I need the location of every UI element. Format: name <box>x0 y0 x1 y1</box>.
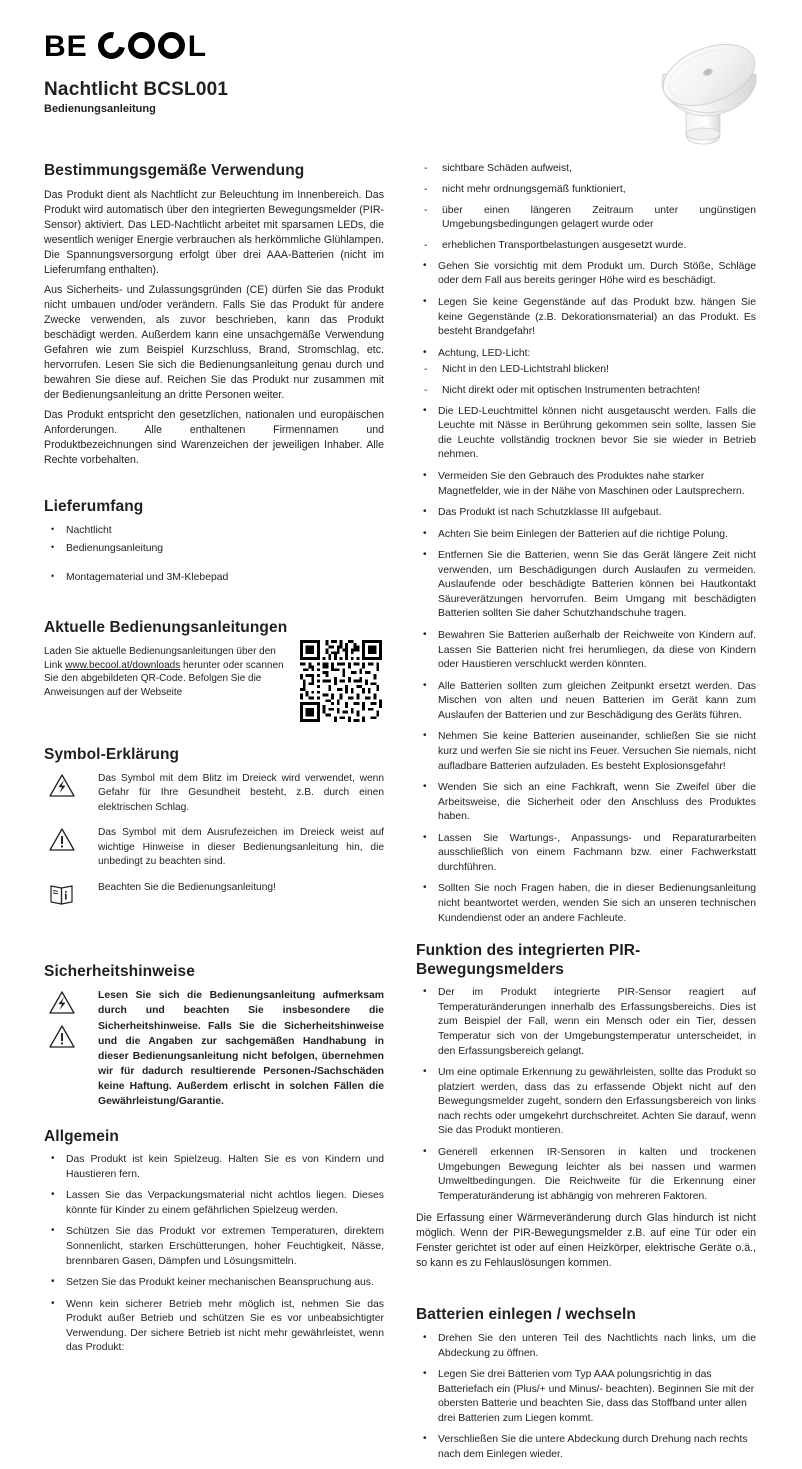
symbol-text-exclamation: Das Symbol mit dem Ausrufezeichen im Dreieck weist auf wichtige Hinweise in dieser Bedienungsanleitung hin, die unbedingt zu beachten sind. <box>98 827 384 868</box>
product-photo <box>646 30 776 155</box>
list-item: • Bedienungsanleitung <box>44 542 384 557</box>
led-warning-sublist <box>416 363 756 399</box>
section-heading-intended-use: Bestimmungsgemäße Verwendung <box>44 162 305 179</box>
section-heading-battery: Batterien einlegen / wechseln <box>416 1306 636 1324</box>
section-heading-current-manuals: Aktuelle Bedienungsanleitungen <box>44 619 288 637</box>
logo-be: BE <box>44 30 88 63</box>
logo-letter-l: L <box>187 30 208 63</box>
general-safety-list-continued <box>416 260 756 361</box>
list-item: • Das Produkt ist nach Schutzklasse III aufgebaut. <box>416 506 756 521</box>
list-item: - nicht mehr ordnungsgemäß funktioniert, <box>416 183 756 198</box>
page-header <box>44 32 766 162</box>
list-item: - Nicht in den LED-Lichtstrahl blicken! <box>416 363 756 378</box>
page-subtitle: Bedienungsanleitung <box>44 103 156 115</box>
list-item: • Gehen Sie vorsichtig mit dem Produkt um. Durch Stöße, Schläge oder dem Fall aus bereits geringer Höhe wird es beschädigt. <box>416 260 756 289</box>
intended-use-paragraph-1: Das Produkt dient als Nachtlicht zur Beleuchtung im Innenbereich. Das Produkt wird automatisch über den integrierten Bewegungsmelder (PIR-Sensor) aktiviert. Das LED-Nachtlicht arbeitet mit sparsamen LEDs, die wesentlich weniger Energie verbrauchen als herkömmliche Glühlampen. Die Spannungsversorgung erfolgt über drei AAA-Batterien (nicht im Lieferumfang enthalten). <box>44 188 384 276</box>
led-warning-lead: Achtung, LED-Licht: <box>438 347 531 359</box>
manuals-qr-block <box>44 645 384 737</box>
list-item: • Vermeiden Sie den Gebrauch des Produktes nahe starker Magnetfelder, wie in der Nähe von Maschinen oder Lautsprechern. <box>416 470 756 499</box>
lightning-in-triangle-icon <box>48 990 76 1015</box>
page-title: Nachtlicht BCSL001 <box>44 79 229 100</box>
exclamation-in-triangle-icon <box>48 1024 76 1049</box>
read-manual-icon <box>44 881 98 912</box>
list-item-led-warning <box>416 347 756 362</box>
section-heading-pir-function: Funktion des integrierten PIR-Bewegungsmelders <box>416 942 641 978</box>
list-item: • Nehmen Sie keine Batterien auseinander, schließen Sie sie nicht kurz und werfen Sie sie nicht ins Feuer. Versuchen Sie niemals, nicht aufladbare Batterien aufzuladen. Es besteht Explosionsgefahr! <box>416 730 756 774</box>
list-item: • Verschließen Sie die untere Abdeckung durch Drehung nach rechts nach dem Einlegen wieder. <box>416 1433 756 1462</box>
list-item: • Wenn kein sicherer Betrieb mehr möglich ist, nehmen Sie das Produkt außer Betrieb und schützen Sie es vor unbeabsichtigter Verwendung. Der sichere Betrieb ist nicht mehr gewährleistet, wenn das Produkt: <box>44 1298 384 1356</box>
safety-icons <box>44 988 98 1058</box>
lightning-in-triangle-icon <box>44 772 98 803</box>
list-item: • Wenden Sie sich an eine Fachkraft, wenn Sie Zweifel über die Arbeitsweise, die Sicherheit oder den Anschluss des Produktes haben. <box>416 781 756 825</box>
list-item: • Entfernen Sie die Batterien, wenn Sie das Gerät längere Zeit nicht verwenden, um Beschädigungen durch Auslaufen zu vermeiden. Auslaufende oder beschädigte Batterien können bei Hautkontakt Säureverätzungen hervorrufen. Beim Umgang mit beschädigten Batterien sollten Sie daher Schutzhandschuhe tragen. <box>416 549 756 622</box>
safety-notice-block <box>44 988 384 1110</box>
safety-notice-text: Lesen Sie sich die Bedienungsanleitung aufmerksam durch und beachten Sie insbesondere die Sicherheitshinweise. Falls Sie die Sicherheitshinweise und die Angaben zur sachgemäßen Handhabung in dieser Bedienungsanleitung nicht befolgen, übernehmen wir für dadurch resultierende Personen-/Sachschäden keine Haftung. Außerdem erlischt in solchen Fällen die Gewährleistung/Garantie. <box>98 990 384 1108</box>
exclamation-in-triangle-icon <box>44 826 98 857</box>
symbol-row-lightning <box>44 772 384 815</box>
list-item: - erheblichen Transportbelastungen ausgesetzt wurde. <box>416 239 756 254</box>
section-heading-scope-of-delivery: Lieferumfang <box>44 498 144 516</box>
list-item: • Bewahren Sie Batterien außerhalb der Reichweite von Kindern auf. Lassen Sie Batterien nicht frei herumliegen, da diese von Kindern oder Haustieren verschluckt werden könnten. <box>416 629 756 673</box>
pir-function-list <box>416 986 756 1204</box>
list-item: • Nachtlicht <box>44 524 384 539</box>
list-item: • Generell erkennen IR-Sensoren in kalten und trockenen Umgebungen Bewegung leichter als bei nassen und warmen Umweltbedingungen. Die Reichweite für die Erkennung einer Temperaturänderung ist abhängig von mehreren Faktoren. <box>416 1146 756 1204</box>
symbol-row-exclamation <box>44 826 384 869</box>
logo-letter-o1-icon <box>128 32 155 59</box>
list-item: • Alle Batterien sollten zum gleichen Zeitpunkt ersetzt werden. Das Mischen von alten und neuen Batterien im Gerät kann zum Auslaufen der Batterien und zur Beschädigung des Geräts führen. <box>416 680 756 724</box>
manuals-text-after: herunter oder scannen Sie den abgebildeten QR-Code. Befolgen Sie die Anweisungen auf der Webseite <box>44 659 284 698</box>
manuals-paragraph <box>44 645 290 699</box>
manuals-text <box>44 645 290 699</box>
list-item: • Montagematerial und 3M-Klebepad <box>44 571 384 586</box>
general-safety-list-continued-2 <box>416 405 756 926</box>
list-item: • Der im Produkt integrierte PIR-Sensor reagiert auf Temperaturänderungen innerhalb des Erfassungsbereichs. Dies ist zum Beispiel der Fall, wenn ein Mensch oder ein Tier, dessen Temperatur sich von der Umgebungstemperatur unterscheidet, in den Erfassungsbereich gelangt. <box>416 986 756 1059</box>
logo-letter-o2-icon <box>158 32 185 59</box>
symbol-text-lightning: Das Symbol mit dem Blitz im Dreieck wird verwendet, wenn Gefahr für Ihre Gesundheit besteht, z.B. durch einen elektrischen Schlag. <box>98 772 384 813</box>
list-item: - Nicht direkt oder mit optischen Instrumenten betrachten! <box>416 384 756 399</box>
list-item: • Lassen Sie Wartungs-, Anpassungs- und Reparaturarbeiten ausschließlich von einem Fachmann bzw. einer Fachwerkstatt durchführen. <box>416 832 756 876</box>
manuals-text-before: Laden Sie aktuelle Bedienungsanleitungen über den Link <box>44 646 276 671</box>
battery-instructions-list <box>416 1332 756 1463</box>
pir-closing-paragraph: Die Erfassung einer Wärmeveränderung durch Glas hindurch ist nicht möglich. Wenn der PIR-Bewegungsmelder z.B. auf eine Tür oder ein Fenster gerichtet ist oder auf einen Heizkörper, elektrische Geräte o.ä., so kann es zu Fehlauslösungen kommen. <box>416 1212 756 1270</box>
section-heading-symbol-explanation: Symbol-Erklärung <box>44 746 180 764</box>
list-item: • Drehen Sie den unteren Teil des Nachtlichts nach links, um die Abdeckung zu öffnen. <box>416 1332 756 1361</box>
qr-code <box>300 640 382 722</box>
list-item: • Um eine optimale Erkennung zu gewährleisten, sollte das Produkt so platziert werden, dass das zu erfassende Objekt nicht auf den Bewegungsmelder zugeht, sondern den Erfassungsbereich von links nach rechts oder umgekehrt durchschreitet. Achten Sie darauf, wenn Sie das Produkt montieren. <box>416 1066 756 1139</box>
scope-of-delivery-list <box>44 524 384 586</box>
section-heading-general: Allgemein <box>44 1127 119 1145</box>
intended-use-paragraph-3: Das Produkt entspricht den gesetzlichen, nationalen und europäischen Anforderungen. Alle enthaltenen Firmennamen und Produktbezeichnungen sind Warenzeichen der jeweiligen Inhaber. Alle Rechte vorbehalten. <box>44 409 384 467</box>
list-item: • Lassen Sie das Verpackungsmaterial nicht achtlos liegen. Dieses könnte für Kinder zu einem gefährlichen Spielzeug werden. <box>44 1189 384 1218</box>
list-item: - sichtbare Schäden aufweist, <box>416 162 756 177</box>
list-item: • Setzen Sie das Produkt keiner mechanischen Beanspruchung aus. <box>44 1276 384 1291</box>
right-column <box>416 162 756 1469</box>
list-item: • Sollten Sie noch Fragen haben, die in dieser Bedienungsanleitung nicht beantwortet werden, wenden Sie sich an unseren technischen Kundendienst oder an andere Fachleute. <box>416 882 756 926</box>
general-safety-list <box>44 1153 384 1356</box>
logo-letter-c-icon <box>92 27 130 65</box>
list-item: • Schützen Sie das Produkt vor extremen Temperaturen, direktem Sonnenlicht, starken Erschütterungen, hoher Feuchtigkeit, Nässe, brennbaren Gasen, Dämpfen und Lösungsmitteln. <box>44 1225 384 1269</box>
list-item: • Das Produkt ist kein Spielzeug. Halten Sie es von Kindern und Haustieren fern. <box>44 1153 384 1182</box>
section-heading-safety: Sicherheitshinweise <box>44 962 195 980</box>
symbol-text-read-manual: Beachten Sie die Bedienungsanleitung! <box>98 881 276 893</box>
list-item: • Die LED-Leuchtmittel können nicht ausgetauscht werden. Falls die Leuchte mit Nässe in Berührung gekommen sein sollte, lassen Sie die Leuchte vollständig trocknen bevor Sie sie wieder in Betrieb nehmen. <box>416 405 756 463</box>
list-item: • Legen Sie keine Gegenstände auf das Produkt bzw. hängen Sie keine Gegenstände (z.B. Dekorationsmaterial) an das Produkt. Es besteht Brandgefahr! <box>416 296 756 340</box>
intended-use-paragraph-2: Aus Sicherheits- und Zulassungsgründen (CE) dürfen Sie das Produkt nicht umbauen und/oder verändern. Falls Sie das Produkt für andere Zwecke verwenden, als zuvor beschrieben, kann das Produkt beschädigt werden. Außerdem kann eine unsachgemäße Verwendung Gefahren wie zum Beispiel Kurzschluss, Brand, Stromschlag, etc. hervorrufen. Lesen Sie sich die Bedienungsanleitung genau durch und bewahren Sie diese auf. Reichen Sie das Produkt nur zusammen mit der Bedienungsanleitung an dritte Personen weiter. <box>44 283 384 401</box>
content-columns <box>44 162 766 1469</box>
left-column <box>44 162 384 1363</box>
unsafe-conditions-list <box>416 162 756 254</box>
list-item: - über einen längeren Zeitraum unter ungünstigen Umgebungsbedingungen gelagert wurde oder <box>416 204 756 234</box>
logo-cool <box>98 32 207 62</box>
symbol-row-read-manual <box>44 881 384 912</box>
list-item: • Achten Sie beim Einlegen der Batterien auf die richtige Polung. <box>416 528 756 543</box>
downloads-link[interactable]: www.becool.at/downloads <box>65 659 181 671</box>
list-item: • Legen Sie drei Batterien vom Typ AAA polungsrichtig in das Batteriefach ein (Plus/+ und Minus/- beachten). Beginnen Sie mit der obersten Batterie und beachten Sie, dass das Stoffband unter allen drei Batterien zum Liegen kommt. <box>416 1368 756 1426</box>
